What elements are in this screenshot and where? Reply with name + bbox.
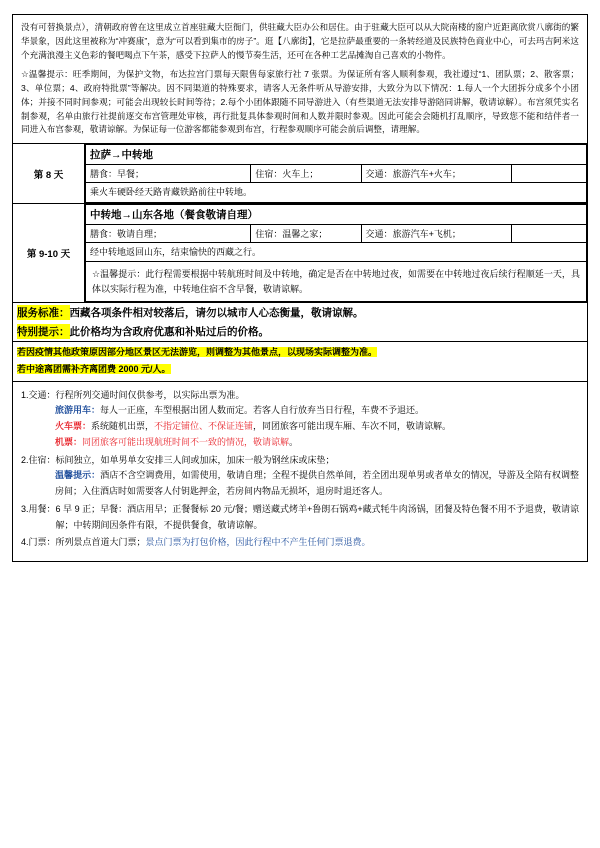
intro-row xyxy=(13,15,588,144)
intro-paragraph-1: 没有可替换景点），清朝政府曾在这里成立首座驻藏大臣衙门，供驻藏大臣办公和居住。由于驻藏大臣可以从大院南楼的窗户近距离欣赏八廓街的繁华景象，因此这里被称为“冲赛康”，意为“可以看到集市的房子”。逛【八廓街】，它是拉萨最重要的一条转经道及民族特色商业中心，可去玛吉阿米这个充满浪漫主义色彩的餐吧喝点下午茶，感受下拉萨人的慢节奏生活，还可在各种工艺品摊淘自己喜欢的小物件。 xyxy=(21,22,579,60)
transport-head-text: 行程所列交通时间仅供参考，以实际出票为准。 xyxy=(55,389,245,400)
day8-inner-table xyxy=(85,144,587,202)
tickets-heading: 4.门票： xyxy=(21,537,56,548)
highlight-notice-1: 若因疫情其他政策原因部分地区景区无法游览，则调整为其他景点，以现场实际调整为准。 xyxy=(17,347,378,358)
day8-route-row xyxy=(86,145,587,165)
transport-heading: 1.交通： xyxy=(21,389,56,400)
hotel-tip-key: 温馨提示： xyxy=(55,470,101,481)
highlight-row xyxy=(13,342,588,381)
day910-meal-key: 膳食： xyxy=(90,228,118,239)
day910-route: 中转地→山东各地（餐食敬请自理） xyxy=(86,204,587,224)
day910-spare-cell xyxy=(511,224,586,242)
special-notice-text: 此价格均为含政府优惠和补贴过后的价格。 xyxy=(69,326,269,339)
transport-train-text-b: 不指定铺位、不保证连铺 xyxy=(154,421,254,431)
meals-head-text: 6 早 9 正；早餐：酒店用早；正餐餐标 20 元/餐；赠送藏式烤羊+鲁朗石锅鸡+藏式牦牛肉汤锅，团餐及特色餐不用不予退费，敬请谅解；中转期间因条件有限，不提供餐食，敬请谅解。 xyxy=(55,503,579,530)
day910-traffic xyxy=(361,224,511,242)
transport-train-text-c: ，同团旅客可能出现车厢、车次不同，敬请谅解。 xyxy=(253,421,452,431)
meals-heading: 3.用餐： xyxy=(21,503,56,514)
day8-traffic-value: 旅游汽车+火车； xyxy=(392,169,461,180)
day910-meal-value: 敬请自理； xyxy=(117,228,163,239)
hotel-tip-value: 酒店不含空调费用，如需使用，敬请自理；全程不提供自然单间，若全团出现单男或者单女的情况，导游及全陪有权调整房间；入住酒店时如需要客人付钥匙押金，若房间内物品无损坏，退房时退还客人。 xyxy=(55,470,579,496)
transport-train-item xyxy=(21,419,579,435)
special-notice-label: 特别提示： xyxy=(17,326,70,339)
service-standard-text: 西藏各项条件相对较落后，请勿以城市人心态衡量，敬请谅解。 xyxy=(69,307,364,320)
day8-meal-key: 膳食： xyxy=(90,169,118,180)
day8-content xyxy=(85,144,588,203)
day8-meal xyxy=(86,165,251,183)
day8-hotel xyxy=(251,165,361,183)
day910-label: 第 9-10 天 xyxy=(13,203,85,303)
terms-row xyxy=(13,381,588,562)
transport-flight-item xyxy=(21,435,579,451)
highlight-notice-2: 若中途离团需补齐离团费 2000 元/人。 xyxy=(17,364,171,375)
day910-row xyxy=(13,203,588,303)
transport-train-text-a: 系统随机出票， xyxy=(91,421,155,431)
intro-cell xyxy=(13,15,588,144)
transport-bus-value: 每人一正座，车型根据出团人数而定。若客人自行放弃当日行程，车费不予退还。 xyxy=(100,405,425,416)
terms-section-tickets xyxy=(21,535,579,551)
transport-flight-key: 机票： xyxy=(55,436,83,447)
day910-route-row xyxy=(86,204,587,224)
day910-hotel-value: 温馨之家； xyxy=(282,228,328,239)
itinerary-table xyxy=(12,14,588,562)
highlight-cell xyxy=(13,342,588,381)
service-standard-cell xyxy=(13,303,588,342)
day910-meal xyxy=(86,224,251,242)
hotel-tip-item xyxy=(21,468,579,500)
hotel-head-text: 标间独立，如单男单女安排三人间或加床，加床一般为钢丝床或床垫； xyxy=(55,454,335,465)
tickets-text-a: 所列景点首道大门票； xyxy=(55,537,146,548)
day910-hotel-key: 住宿： xyxy=(255,228,283,239)
day8-hotel-value: 火车上； xyxy=(282,169,319,180)
hotel-heading: 2.住宿： xyxy=(21,454,56,465)
day910-note-row xyxy=(86,262,587,302)
day8-row xyxy=(13,144,588,203)
transport-flight-text-a: 同团旅客可能出现航班时间不一致的情况，敬请谅解 xyxy=(82,436,290,447)
day910-traffic-value: 旅游汽车+飞机； xyxy=(392,228,461,239)
day910-hotel xyxy=(251,224,361,242)
day8-description: 乘火车硬卧经天路青藏铁路前往中转地。 xyxy=(86,183,587,202)
day8-route: 拉萨→中转地 xyxy=(86,145,587,165)
terms-cell xyxy=(13,381,588,562)
day8-traffic-key: 交通： xyxy=(365,169,393,180)
tickets-text-b: 景点门票为打包价格，因此行程中不产生任何门票退费。 xyxy=(145,537,371,548)
day910-desc-row xyxy=(86,242,587,261)
tickets-text xyxy=(56,535,579,551)
service-standard-label: 服务标准： xyxy=(17,307,70,320)
transport-bus-key: 旅游用车： xyxy=(55,405,101,416)
day8-meal-value: 早餐； xyxy=(117,169,145,180)
day910-detail-row xyxy=(86,224,587,242)
transport-flight-text-b: 。 xyxy=(289,436,299,447)
day8-desc-row xyxy=(86,183,587,202)
day8-label: 第 8 天 xyxy=(13,144,85,203)
transport-bus-item xyxy=(21,403,579,419)
day910-content xyxy=(85,203,588,303)
day8-traffic xyxy=(361,165,511,183)
transport-train-key: 火车票： xyxy=(55,421,92,431)
intro-paragraph-2: ☆温馨提示：旺季期间，为保护文物，布达拉宫门票每天限售每家旅行社 7 张票。为保证所有客人顺利参观，我社遵过“1、团队票；2、散客票；3、单位票；4、政府特批票”等解决。因不同渠道的特殊要求，请客人无条件听从导游安排，大致分为以下情况：1.每人一个大团拆分成多个小团体；并接不同时间参观；可能会出现较长时间等待；2.每个小团体跟随不同导游进入（有些渠道无法安排导游陪同讲解，敬请谅解）。布宫须凭实名制参观，名单由旅行社提前逐交布宫管理处审核，再行批复具体参观时间和人数并限时参观。因此可能会会随机打乱顺序，导致您不能和结伴者一同进入布宫参观，敬请谅解。为保证每一位游客都能参观到布宫，行程参观顺序可能会前后调整，请理解。 xyxy=(21,68,579,135)
day910-description: 经中转地返回山东，结束愉快的西藏之行。 xyxy=(86,242,587,261)
terms-section-hotel xyxy=(21,453,579,500)
day8-hotel-key: 住宿： xyxy=(255,169,283,180)
day910-note: ☆温馨提示：此行程需要根据中转航班时间及中转地，确定是否在中转地过夜，如需要在中转地过夜后续行程顺延一天，具体以实际行程为准，中转地住宿不含早餐，敬请谅解。 xyxy=(86,262,587,302)
day8-spare-cell xyxy=(511,165,586,183)
terms-section-transport xyxy=(21,388,579,451)
day8-detail-row xyxy=(86,165,587,183)
service-standard-row xyxy=(13,303,588,342)
day910-inner-table xyxy=(85,204,587,303)
day910-traffic-key: 交通： xyxy=(365,228,393,239)
terms-section-meals xyxy=(21,502,579,534)
